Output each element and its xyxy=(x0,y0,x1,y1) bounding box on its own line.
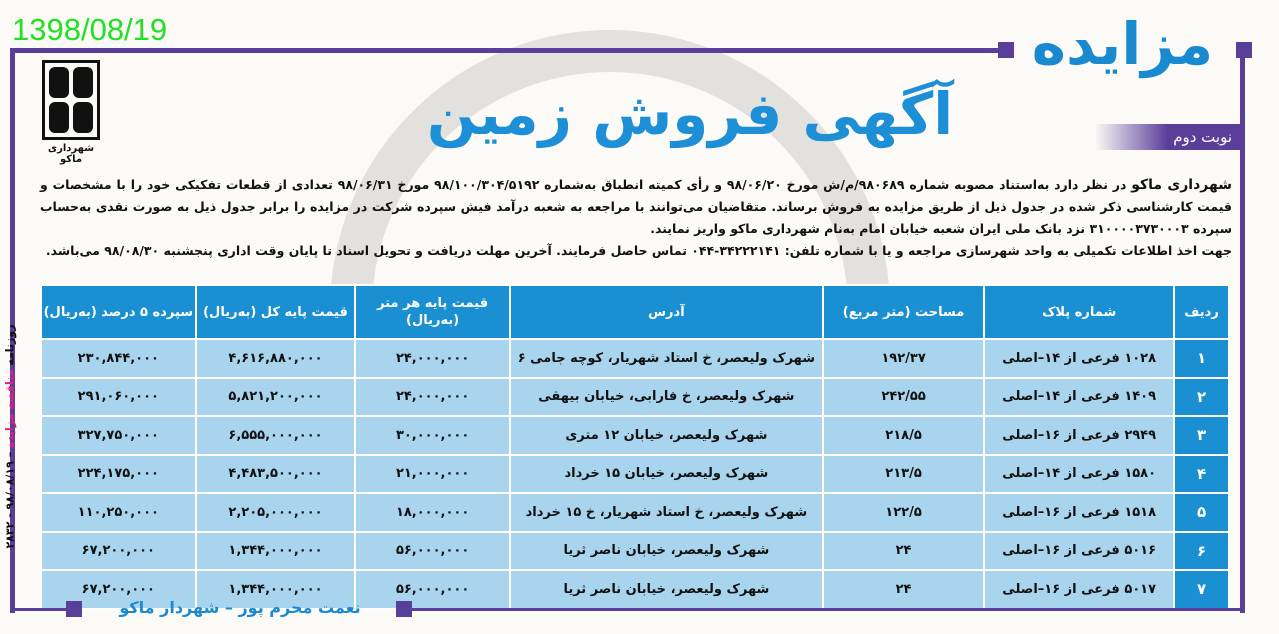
column-header: سپرده ۵ درصد (به‌ریال) xyxy=(41,285,196,339)
table-cell: ۵۶,۰۰۰,۰۰۰ xyxy=(355,570,510,609)
org-name: شهرداری ماکو xyxy=(1131,177,1232,193)
column-header: آدرس xyxy=(510,285,823,339)
frame-square xyxy=(998,42,1014,58)
table-cell: ۱۲۲/۵ xyxy=(823,493,984,532)
footer-line xyxy=(410,608,1245,611)
footer-line xyxy=(15,608,70,611)
round-label: نوبت دوم xyxy=(1095,124,1240,150)
table-cell: ۱۵۱۸ فرعی از ۱۶–اصلی xyxy=(984,493,1174,532)
table-cell: ۱ xyxy=(1174,339,1229,378)
table-row xyxy=(41,339,1229,378)
frame-border-top xyxy=(10,48,1000,53)
table-cell: ۲۴ xyxy=(823,570,984,609)
table-cell: شهرک ولیعصر، خیابان ناصر ثریا xyxy=(510,532,823,571)
side-prefix: روزنامه xyxy=(3,324,17,366)
table-cell: شهرک ولیعصر، خیابان ۱۲ متری xyxy=(510,416,823,455)
column-header: قیمت پایه هر متر (به‌ریال) xyxy=(355,285,510,339)
table-cell: ۱۰۲۸ فرعی از ۱۴–اصلی xyxy=(984,339,1174,378)
table-cell: ۱,۳۴۴,۰۰۰,۰۰۰ xyxy=(196,570,356,609)
table-cell: ۱,۳۴۴,۰۰۰,۰۰۰ xyxy=(196,532,356,571)
paragraph-2: جهت اخذ اطلاعات تکمیلی به واحد شهرسازی مراجعه و یا با شماره تلفن: ۳۴۲۲۲۱۴۱-۰۴۴ تماس حاصل فرمایند. آخرین مهلت دریافت و تحویل اسناد تا پایان وقت اداری پنجشنبه ۹۸/۰۸/۳۰ می‌باشد. xyxy=(45,243,1232,258)
table-cell: ۵۰۱۷ فرعی از ۱۶–اصلی xyxy=(984,570,1174,609)
table-cell: شهرک ولیعصر، خ استاد شهریار، کوچه جامی ۶ xyxy=(510,339,823,378)
table-cell: شهرک ولیعصر، خیابان ۱۵ خرداد xyxy=(510,455,823,494)
table-row xyxy=(41,455,1229,494)
table-cell: ۵ xyxy=(1174,493,1229,532)
table-cell: ۴,۴۸۳,۵۰۰,۰۰۰ xyxy=(196,455,356,494)
table-cell: ۲۹۴۹ فرعی از ۱۶–اصلی xyxy=(984,416,1174,455)
issue-number: ۹۸/۰۸/۱۹ - ۲۸۳۲ xyxy=(3,461,17,549)
table-cell: ۵۰۱۶ فرعی از ۱۶–اصلی xyxy=(984,532,1174,571)
table-cell: ۲۴۲/۵۵ xyxy=(823,378,984,417)
table-cell: ۱۵۸۰ فرعی از ۱۴–اصلی xyxy=(984,455,1174,494)
auction-label: مزایده xyxy=(1031,10,1214,78)
table-row xyxy=(41,416,1229,455)
table-cell: ۲۳۰,۸۴۴,۰۰۰ xyxy=(41,339,196,378)
table-cell: ۶,۵۵۵,۰۰۰,۰۰۰ xyxy=(196,416,356,455)
table-cell: ۴ xyxy=(1174,455,1229,494)
table-cell: ۲۴,۰۰۰,۰۰۰ xyxy=(355,339,510,378)
column-header: قیمت پایه کل (به‌ریال) xyxy=(196,285,356,339)
table-row xyxy=(41,532,1229,571)
newspaper-side-note: روزنامه مناقصه مزایده – ۹۸/۰۸/۱۹ - ۲۸۳۲ xyxy=(3,324,17,549)
table-cell: ۳۰,۰۰۰,۰۰۰ xyxy=(355,416,510,455)
table-cell: ۳ xyxy=(1174,416,1229,455)
table-cell: شهرک ولیعصر، خیابان ناصر ثریا xyxy=(510,570,823,609)
table-cell: شهرک ولیعصر، خ استاد شهریار، خ ۱۵ خرداد xyxy=(510,493,823,532)
table-cell: ۳۲۷,۷۵۰,۰۰۰ xyxy=(41,416,196,455)
frame-border-right xyxy=(1240,48,1245,613)
date-stamp: 1398/08/19 xyxy=(12,12,168,47)
table-cell: ۲۲۴,۱۷۵,۰۰۰ xyxy=(41,455,196,494)
table-cell: ۷ xyxy=(1174,570,1229,609)
table-cell: ۱۴۰۹ فرعی از ۱۴–اصلی xyxy=(984,378,1174,417)
table-cell: ۲۴ xyxy=(823,532,984,571)
table-cell: ۱۹۲/۳۷ xyxy=(823,339,984,378)
footer-signature: نعمت محرم پور – شهردار ماکو xyxy=(119,598,361,617)
frame-square xyxy=(1236,42,1252,58)
table-cell: ۱۸,۰۰۰,۰۰۰ xyxy=(355,493,510,532)
table-cell: ۲,۲۰۵,۰۰۰,۰۰۰ xyxy=(196,493,356,532)
table-cell: ۱۱۰,۲۵۰,۰۰۰ xyxy=(41,493,196,532)
logo-emblem xyxy=(42,60,100,140)
table-cell: ۲۱,۰۰۰,۰۰۰ xyxy=(355,455,510,494)
table-header-row xyxy=(41,285,1229,339)
table-cell: ۵۶,۰۰۰,۰۰۰ xyxy=(355,532,510,571)
table-cell: ۶۷,۲۰۰,۰۰۰ xyxy=(41,532,196,571)
table-cell: ۲۴,۰۰۰,۰۰۰ xyxy=(355,378,510,417)
page-title: آگهی فروش زمین xyxy=(426,80,954,148)
table-cell: ۶ xyxy=(1174,532,1229,571)
table-cell: ۵,۸۲۱,۲۰۰,۰۰۰ xyxy=(196,378,356,417)
column-header: مساحت (متر مربع) xyxy=(823,285,984,339)
frame-square xyxy=(66,601,82,617)
announcement-text xyxy=(40,174,1232,262)
table-cell: ۴,۶۱۶,۸۸۰,۰۰۰ xyxy=(196,339,356,378)
municipality-logo xyxy=(40,60,102,165)
table-row xyxy=(41,378,1229,417)
newspaper-name: مناقصه مزایده xyxy=(3,369,17,448)
logo-caption: شهرداری ماکو xyxy=(47,143,95,165)
table-body xyxy=(41,339,1229,609)
table-row xyxy=(41,493,1229,532)
table-cell: ۲۹۱,۰۶۰,۰۰۰ xyxy=(41,378,196,417)
column-header: شماره پلاک xyxy=(984,285,1174,339)
land-table xyxy=(40,284,1230,610)
table-cell: ۲۱۸/۵ xyxy=(823,416,984,455)
table-cell: شهرک ولیعصر، خ فارابی، خیابان بیهقی xyxy=(510,378,823,417)
table-cell: ۲۱۳/۵ xyxy=(823,455,984,494)
table-cell: ۶۷,۲۰۰,۰۰۰ xyxy=(41,570,196,609)
table-cell: ۲ xyxy=(1174,378,1229,417)
column-header: ردیف xyxy=(1174,285,1229,339)
paragraph-1: در نظر دارد به‌استناد مصوبه شماره ۹۸۰۶۸۹/م/ش مورخ ۹۸/۰۶/۲۰ و رأی کمیته انطباق به‌شماره ۹۸/۱۰۰/۳۰۴/۵۱۹۲ مورخ ۹۸/۰۶/۳۱ تعدادی از قطعات تفکیکی خود را با مشخصات و قیمت کارشناسی ذکر شده در جدول ذیل از طریق مزایده به فروش برساند. متقاضیان می‌توانند با مراجعه به شعبه درآمد فیش سپرده شرکت در مزایده را برابر جدول ذیل به صورت نقدی به‌حساب سپرده ۳۱۰۰۰۰۳۷۳۰۰۰۳ نزد بانک ملی ایران شعبه خیابان امام به‌نام شهرداری ماکو واریز نمایند. xyxy=(40,177,1232,236)
